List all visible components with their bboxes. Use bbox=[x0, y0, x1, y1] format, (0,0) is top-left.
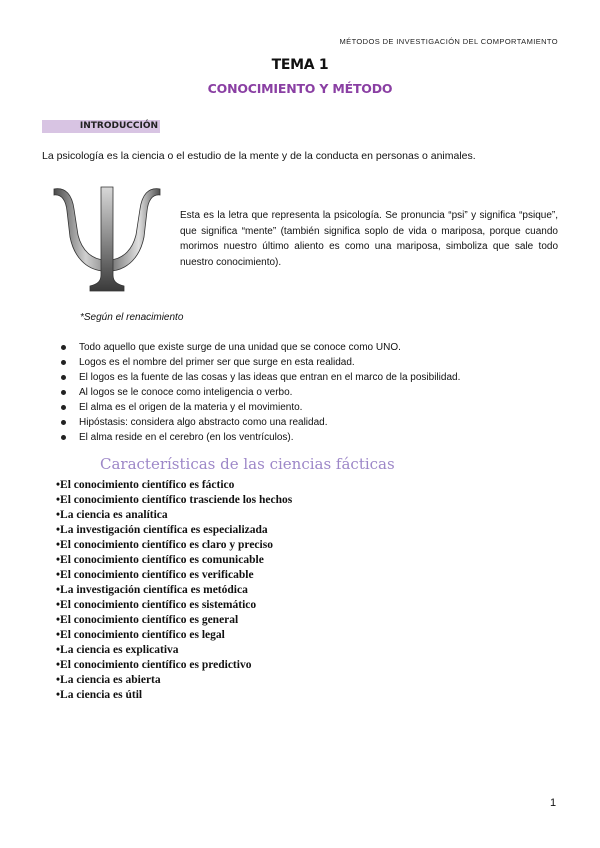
list-item: Al logos se le conoce como inteligencia o verbo. bbox=[0, 385, 460, 400]
facts-heading: Características de las ciencias fácticas bbox=[100, 455, 395, 473]
fact-item: •El conocimiento científico es sistemático bbox=[56, 599, 257, 611]
list-item: El logos es la fuente de las cosas y las ideas que entran en el marco de la posibilidad. bbox=[0, 370, 460, 385]
page-subtitle: CONOCIMIENTO Y MÉTODO bbox=[207, 81, 393, 96]
list-item: El alma es el origen de la materia y el movimiento. bbox=[0, 400, 460, 415]
fact-item: •El conocimiento científico es claro y preciso bbox=[56, 539, 273, 551]
fact-item: •La ciencia es analítica bbox=[56, 509, 168, 521]
fact-item: •El conocimiento científico es general bbox=[56, 614, 239, 626]
fact-item: •El conocimiento científico es legal bbox=[56, 629, 225, 641]
psi-description: Esta es la letra que representa la psicología. Se pronuncia “psi” y significa “psique”, que significa “mente” (también significa soplo de vida o mariposa, porque cuando morimos nuestro último aliento es como una mariposa, simboliza que sale todo nuestro conocimiento). bbox=[180, 210, 558, 268]
page-title: TEMA 1 bbox=[271, 57, 329, 73]
section-label-introduccion bbox=[42, 120, 160, 133]
fact-item: •La ciencia es abierta bbox=[56, 674, 161, 686]
list-item: Logos es el nombre del primer ser que surge en esta realidad. bbox=[0, 355, 460, 370]
page-number: 1 bbox=[550, 797, 557, 809]
section-label-text: INTRODUCCIÓN bbox=[79, 121, 158, 131]
list-item: Hipóstasis: considera algo abstracto como una realidad. bbox=[0, 415, 460, 430]
fact-item: •La investigación científica es especializada bbox=[56, 524, 268, 536]
list-item: Todo aquello que existe surge de una unidad que se conoce como UNO. bbox=[0, 340, 460, 355]
fact-item: •La ciencia es útil bbox=[56, 689, 143, 701]
psi-letter-icon bbox=[48, 183, 166, 295]
bullet-list bbox=[0, 340, 460, 445]
fact-item: •El conocimiento científico es predictivo bbox=[56, 659, 252, 671]
renaissance-note: *Según el renacimiento bbox=[80, 312, 184, 323]
list-item: El alma reside en el cerebro (en los ventrículos). bbox=[0, 430, 460, 445]
intro-definition: La psicología es la ciencia o el estudio de la mente y de la conducta en personas o animales. bbox=[42, 150, 476, 162]
fact-item: •La ciencia es explicativa bbox=[56, 644, 179, 656]
fact-item: •La investigación científica es metódica bbox=[56, 584, 248, 596]
running-header: MÉTODOS DE INVESTIGACIÓN DEL COMPORTAMIENTO bbox=[339, 37, 558, 46]
fact-item: •El conocimiento científico es fáctico bbox=[56, 479, 235, 491]
fact-item: •El conocimiento científico trasciende los hechos bbox=[56, 494, 293, 506]
fact-item: •El conocimiento científico es comunicable bbox=[56, 554, 264, 566]
facts-list bbox=[56, 478, 292, 703]
fact-item: •El conocimiento científico es verificable bbox=[56, 569, 254, 581]
